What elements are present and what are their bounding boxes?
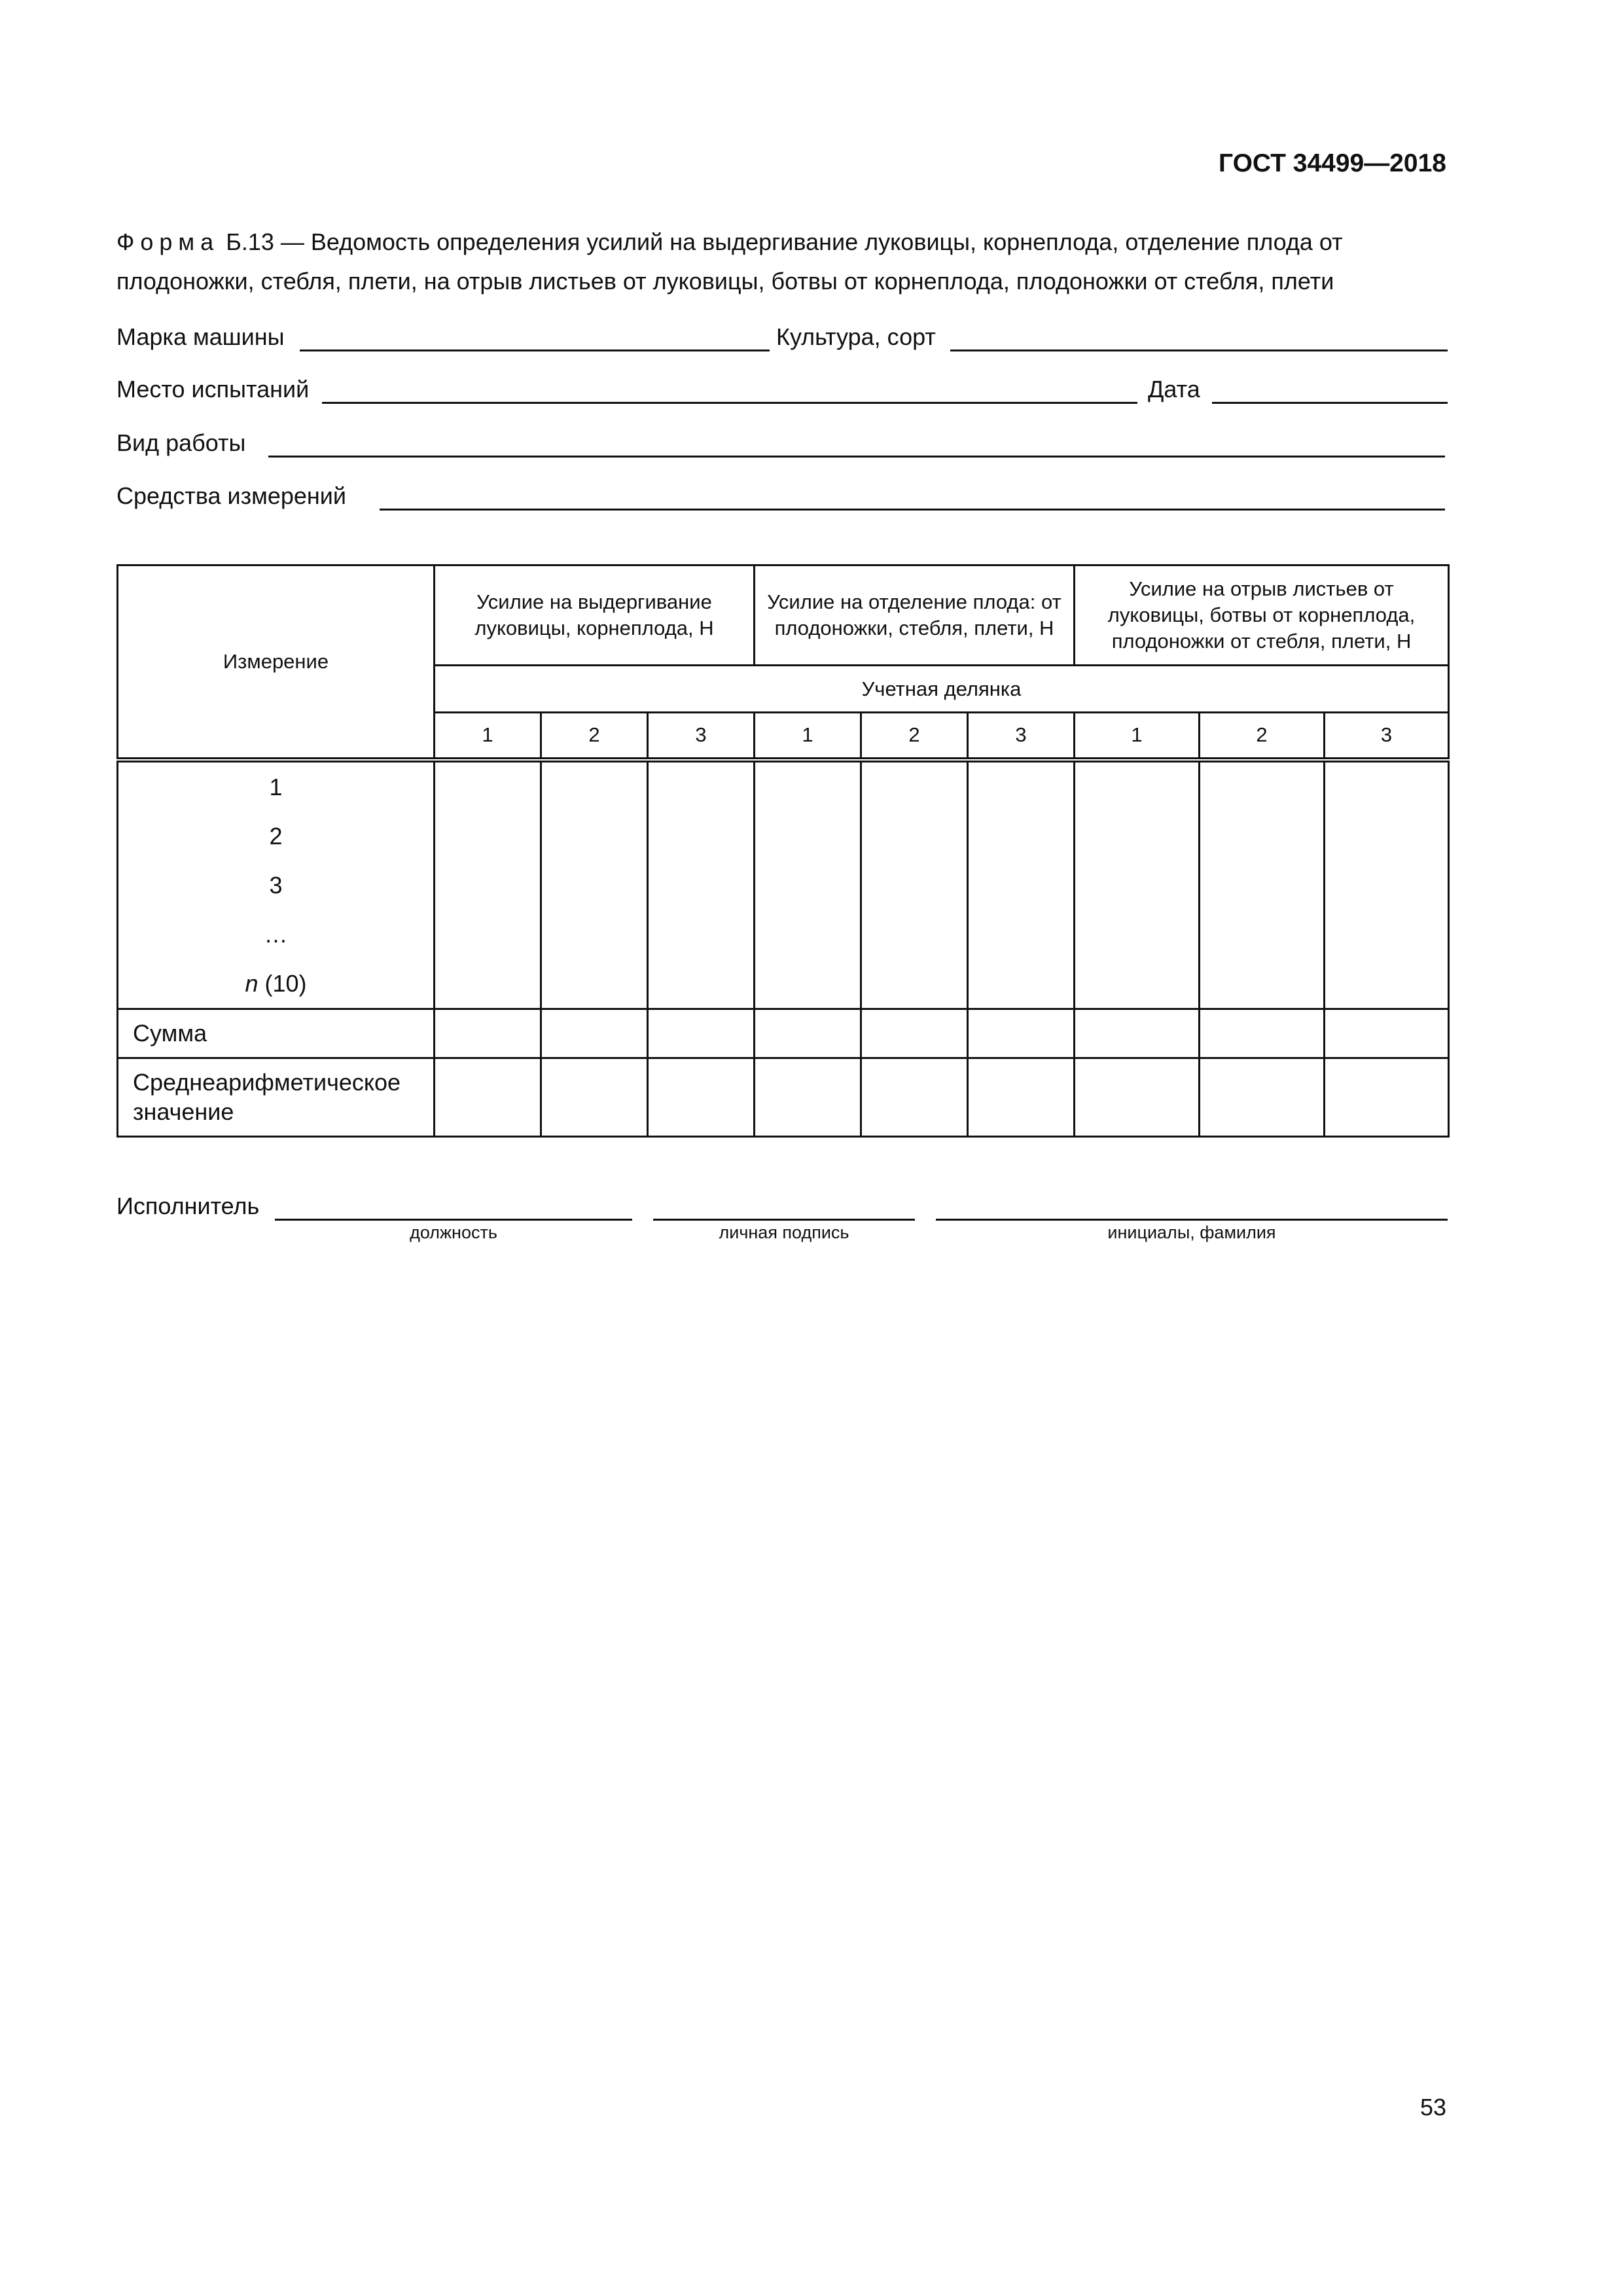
work-type-label: Вид работы — [116, 429, 246, 456]
measurement-index-last: n (10) — [245, 969, 307, 997]
value-cell[interactable] — [968, 760, 1075, 1009]
value-cell[interactable] — [1075, 1058, 1200, 1136]
value-cell[interactable] — [648, 760, 755, 1009]
value-cell[interactable] — [1075, 760, 1200, 1009]
value-cell[interactable] — [648, 1009, 755, 1058]
plot-number: 2 — [861, 713, 968, 760]
value-cell[interactable] — [435, 1009, 541, 1058]
value-cell[interactable] — [435, 760, 541, 1009]
value-cell[interactable] — [1200, 760, 1325, 1009]
form-title: Б.13 — Ведомость определения усилий на выдергивание луковицы, корнеплода, отделение плода от плодоножки, стебля, плети, на отрыв листьев от луковицы, ботвы от корнеплода, плодоножки от стебля, плети — [116, 228, 1343, 295]
mean-label: Среднеарифметическое значение — [118, 1058, 435, 1136]
signature-field[interactable] — [653, 1219, 915, 1221]
plot-number: 2 — [541, 713, 648, 760]
culture-label: Культура, сорт — [776, 323, 936, 350]
value-cell[interactable] — [1200, 1058, 1325, 1136]
page-number: 53 — [1419, 2094, 1446, 2121]
executor-label: Исполнитель — [116, 1193, 260, 1219]
value-cell[interactable] — [1075, 1009, 1200, 1058]
place-label: Место испытаний — [116, 376, 310, 403]
value-cell[interactable] — [541, 1009, 648, 1058]
group-header-separation: Усилие на отделение плода: от плодоножки, стебля, плети, Н — [755, 565, 1075, 666]
form-label: Форма — [116, 228, 220, 255]
value-cell[interactable] — [648, 1058, 755, 1136]
measurement-index: … — [264, 920, 288, 948]
plot-number: 1 — [755, 713, 861, 760]
sum-label: Сумма — [118, 1009, 435, 1058]
plot-number: 1 — [435, 713, 541, 760]
plot-subheader: Учетная делянка — [435, 666, 1449, 713]
signature-caption: личная подпись — [719, 1223, 849, 1242]
plot-number: 3 — [1325, 713, 1449, 760]
value-cell[interactable] — [1325, 1058, 1449, 1136]
value-cell[interactable] — [755, 760, 861, 1009]
plot-number: 2 — [1200, 713, 1325, 760]
measurement-index: 2 — [269, 822, 283, 850]
measurement-index: 1 — [269, 773, 283, 800]
position-caption: должность — [410, 1223, 497, 1242]
standard-number: ГОСТ 34499—2018 — [1219, 149, 1446, 177]
value-cell[interactable] — [968, 1009, 1075, 1058]
value-cell[interactable] — [755, 1009, 861, 1058]
instruments-label: Средства измерений — [116, 482, 347, 509]
value-cell[interactable] — [1200, 1009, 1325, 1058]
machine-label: Марка машины — [116, 323, 285, 350]
group-header-pulling: Усилие на выдергивание луковицы, корнеплода, Н — [435, 565, 755, 666]
position-field[interactable] — [275, 1219, 632, 1221]
instruments-field[interactable] — [380, 509, 1445, 511]
value-cell[interactable] — [1325, 1009, 1449, 1058]
measurement-header: Измерение — [118, 565, 435, 760]
value-cell[interactable] — [968, 1058, 1075, 1136]
place-field[interactable] — [322, 402, 1137, 404]
value-cell[interactable] — [435, 1058, 541, 1136]
value-cell[interactable] — [755, 1058, 861, 1136]
date-field[interactable] — [1212, 402, 1448, 404]
value-cell[interactable] — [861, 1058, 968, 1136]
measurement-index: 3 — [269, 871, 283, 899]
group-header-detachment: Усилие на отрыв листьев от луковицы, ботвы от корнеплода, плодоножки от стебля, плети, Н — [1075, 565, 1449, 666]
value-cell[interactable] — [1325, 760, 1449, 1009]
culture-field[interactable] — [950, 350, 1448, 351]
value-cell[interactable] — [861, 760, 968, 1009]
work-type-field[interactable] — [268, 456, 1445, 457]
name-field[interactable] — [936, 1219, 1448, 1221]
measurement-table — [116, 564, 1450, 1138]
plot-number: 3 — [968, 713, 1075, 760]
name-caption: инициалы, фамилия — [1107, 1223, 1276, 1242]
plot-number: 1 — [1075, 713, 1200, 760]
machine-field[interactable] — [300, 350, 770, 351]
form-caption — [116, 223, 1452, 301]
value-cell[interactable] — [541, 1058, 648, 1136]
value-cell[interactable] — [861, 1009, 968, 1058]
date-label: Дата — [1148, 376, 1200, 403]
value-cell[interactable] — [541, 760, 648, 1009]
measurement-numbers — [118, 760, 435, 1009]
plot-number: 3 — [648, 713, 755, 760]
